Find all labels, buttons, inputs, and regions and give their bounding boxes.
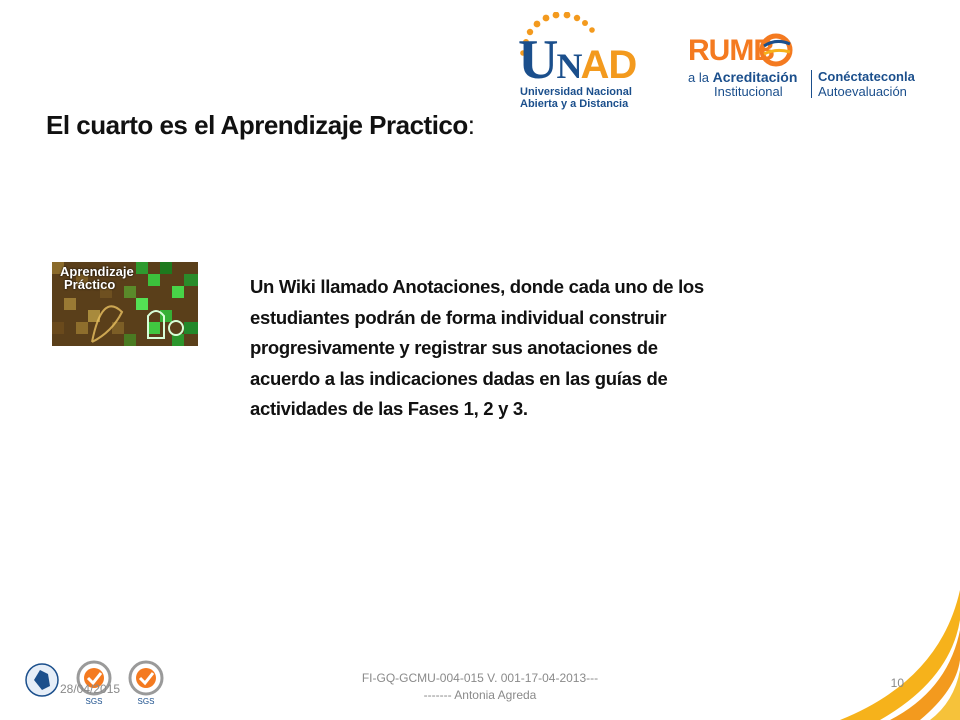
rumbo-line2: Institucional — [714, 84, 783, 99]
rumbo-divider — [811, 70, 812, 98]
rumbo-right-line2: Autoevaluación — [818, 84, 907, 99]
slide-body-text: Un Wiki llamado Anotaciones, donde cada uno de los estudiantes podrán de forma individual construir progresivamente y registrar sus anotaciones de acuerdo a las indicaciones dadas en las guías de actividades de las Fases 1, 2 y 3. — [250, 276, 704, 419]
slide-title: El cuarto es el Aprendizaje Practico: — [46, 110, 475, 140]
footer-reference: FI-GQ-GCMU-004-015 V. 001-17-04-2013--- ------- Antonia Agreda — [361, 671, 599, 702]
certification-logos — [24, 656, 174, 706]
page-number: 10 — [890, 676, 904, 690]
rumbo-swirl-icon — [758, 32, 794, 68]
rumbo-right-line1: Conéctateconla — [818, 69, 915, 84]
image-label: Aprendizaje Práctico — [60, 264, 134, 292]
unad-wordmark: UNAD — [518, 29, 637, 91]
sgs-cert-icon-2 — [130, 662, 162, 694]
unad-subtitle-line2: Abierta y a Distancia — [520, 98, 629, 110]
aprendizaje-practico-image — [52, 262, 198, 346]
unad-subtitle-line1: Universidad Nacional — [520, 86, 632, 98]
sgs-label-1: SGS — [85, 697, 103, 706]
colombia-seal-icon — [26, 664, 58, 696]
rumbo-line1: a la Acreditación — [688, 69, 798, 85]
sgs-label-2: SGS — [137, 697, 155, 706]
unad-logo — [512, 12, 644, 108]
rumbo-logo — [688, 32, 938, 102]
rumbo-wordmark: RUMB — [688, 34, 774, 67]
footer-date: 28/04/2015 — [60, 682, 121, 696]
corner-swoosh-icon — [820, 590, 960, 720]
